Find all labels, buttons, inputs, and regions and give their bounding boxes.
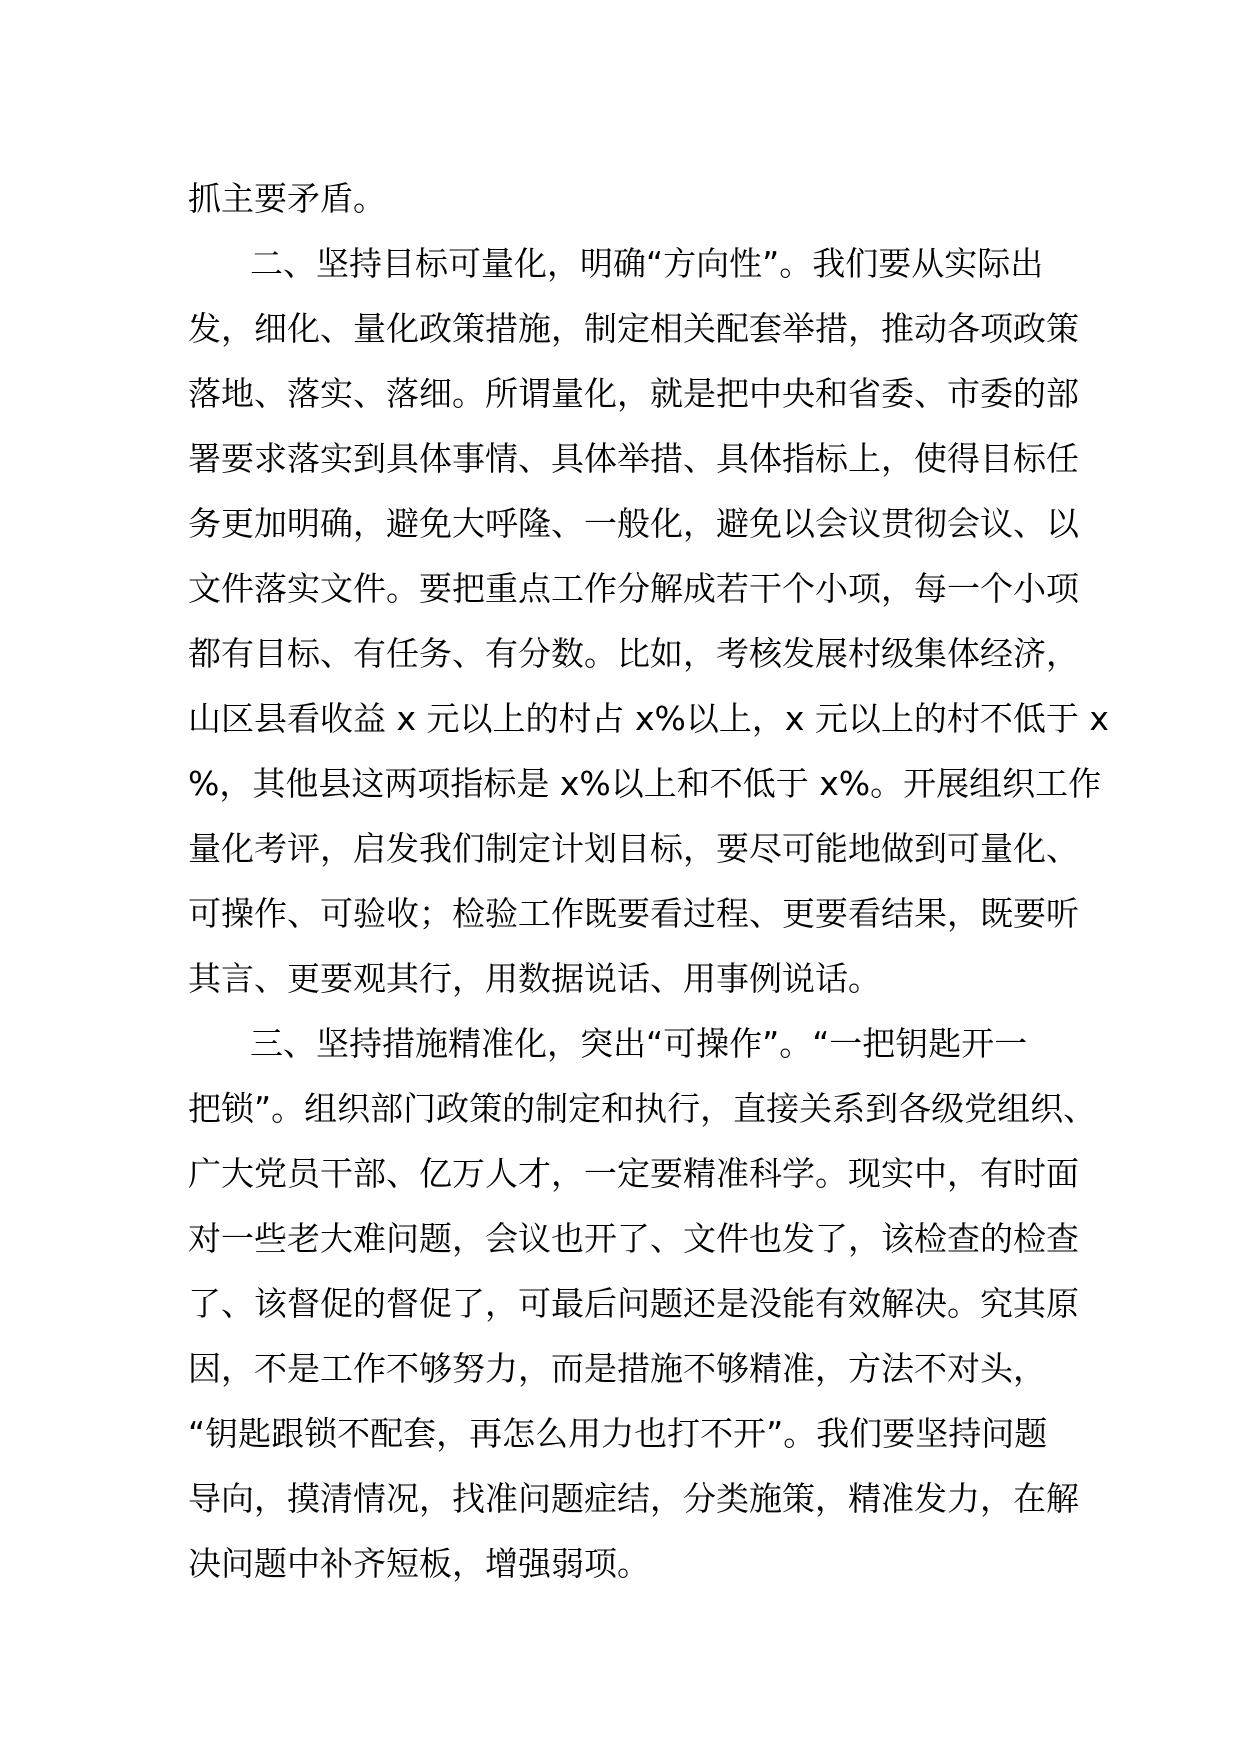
text-line: 都有目标、有任务、有分数。比如，考核发展村级集体经济， — [188, 634, 1079, 673]
text-line: 文件落实文件。要把重点工作分解成若干个小项，每一个小项 — [188, 569, 1079, 608]
text-line: 抓主要矛盾。 — [188, 179, 386, 218]
text-line: 导向，摸清情况，找准问题症结，分类施策，精准发力，在解 — [188, 1479, 1079, 1518]
text-line: 了、该督促的督促了，可最后问题还是没能有效解决。究其原 — [188, 1284, 1079, 1323]
text-line: 署要求落实到具体事情、具体举措、具体指标上，使得目标任 — [188, 439, 1079, 478]
text-line: 把锁”。组织部门政策的制定和执行，直接关系到各级党组织、 — [188, 1089, 1097, 1128]
text-line: 二、坚持目标可量化，明确“方向性”。我们要从实际出 — [250, 244, 1044, 283]
text-line: 发，细化、量化政策措施，制定相关配套举措，推动各项政策 — [188, 309, 1079, 348]
body-text — [188, 166, 1109, 1596]
text-line: “钥匙跟锁不配套，再怎么用力也打不开”。我们要坚持问题 — [188, 1414, 1048, 1453]
text-line: 可操作、可验收；检验工作既要看过程、更要看结果，既要听 — [188, 894, 1079, 933]
text-line: 务更加明确，避免大呼隆、一般化，避免以会议贯彻会议、以 — [188, 504, 1079, 543]
text-line: 落地、落实、落细。所谓量化，就是把中央和省委、市委的部 — [188, 374, 1079, 413]
text-line: 山区县看收益 x 元以上的村占 x%以上，x 元以上的村不低于 x — [188, 699, 1109, 738]
text-line: 对一些老大难问题，会议也开了、文件也发了，该检查的检查 — [188, 1219, 1079, 1258]
text-line: 其言、更要观其行，用数据说话、用事例说话。 — [188, 959, 881, 998]
text-line: 三、坚持措施精准化，突出“可操作”。“一把钥匙开一 — [250, 1024, 1028, 1063]
text-line: 广大党员干部、亿万人才，一定要精准科学。现实中，有时面 — [188, 1154, 1079, 1193]
text-line: 决问题中补齐短板，增强弱项。 — [188, 1544, 650, 1583]
text-line: %，其他县这两项指标是 x%以上和不低于 x%。开展组织工作 — [188, 764, 1102, 803]
text-line: 量化考评，启发我们制定计划目标，要尽可能地做到可量化、 — [188, 829, 1079, 868]
text-line: 因，不是工作不够努力，而是措施不够精准，方法不对头， — [188, 1349, 1046, 1388]
